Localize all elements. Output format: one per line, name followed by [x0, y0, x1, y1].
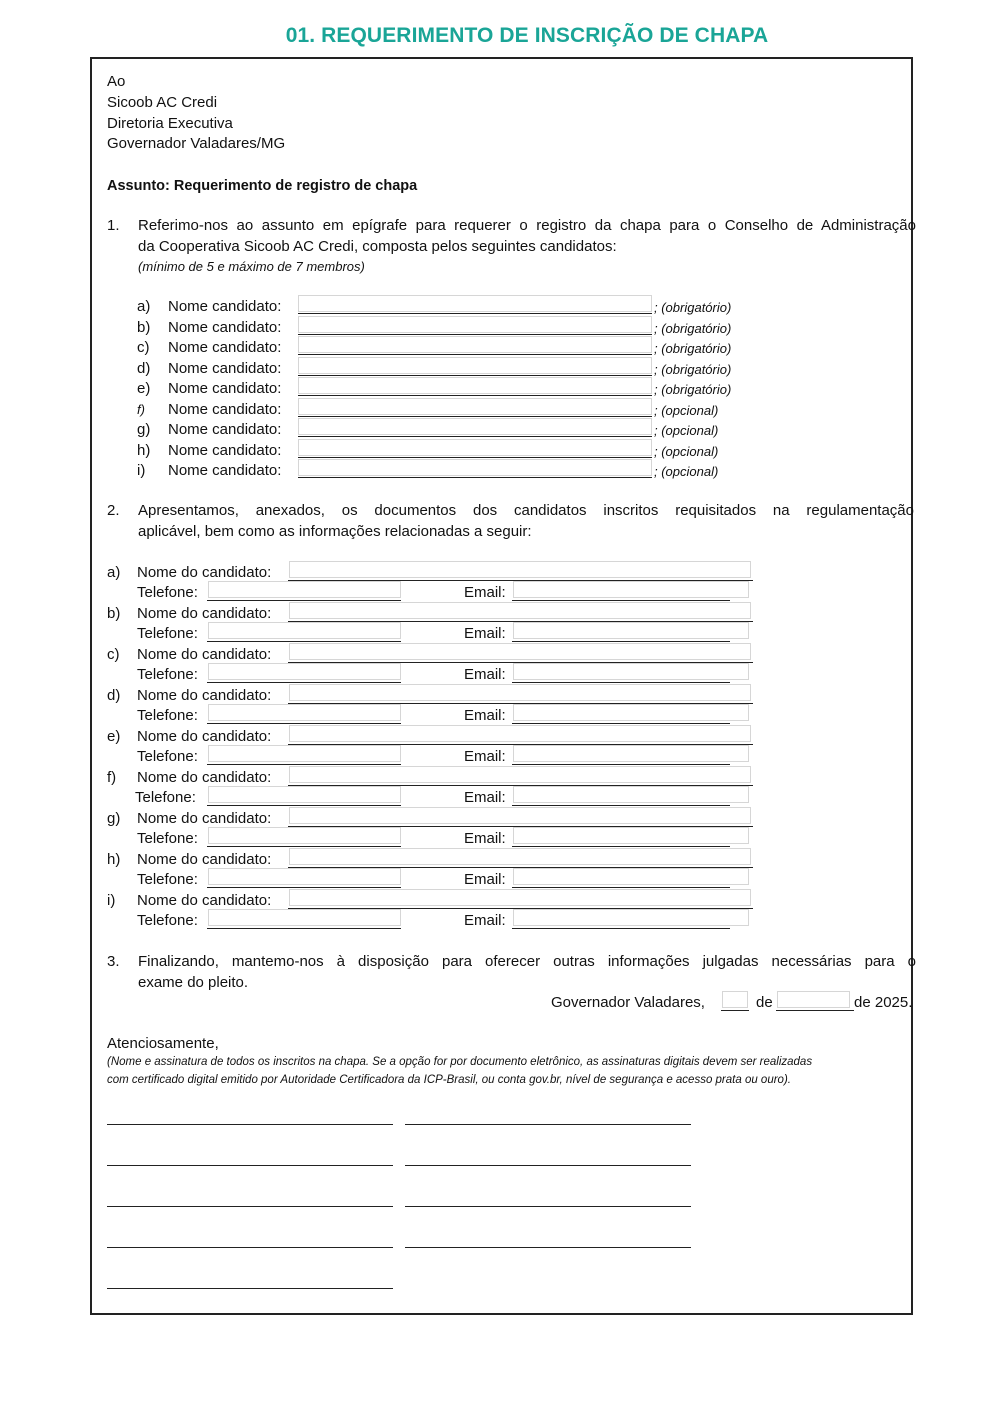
section1-number: 1.	[107, 217, 120, 234]
entry-email-field[interactable]	[513, 745, 749, 762]
entry-name-field[interactable]	[289, 766, 751, 783]
entry-phone-label: Telefone:	[137, 748, 198, 765]
entry-name-label: Nome do candidato:	[137, 810, 272, 827]
entry-phone-label: Telefone:	[137, 871, 198, 888]
entry-email-label: Email:	[464, 707, 506, 724]
signature-line[interactable]	[107, 1206, 393, 1207]
entry-email-underline	[512, 805, 730, 806]
date-year: de 2025.	[854, 994, 913, 1011]
candidate-name-field[interactable]	[298, 418, 652, 435]
candidate-status: ; (obrigatório)	[654, 300, 732, 315]
section2-text-1: Apresentamos, anexados, os documentos dos candidatos inscritos requisitados na regulamentação	[138, 502, 914, 519]
entry-phone-underline	[207, 641, 401, 642]
candidate-label: Nome candidato:	[168, 318, 282, 336]
entry-name-field[interactable]	[289, 602, 751, 619]
entry-email-underline	[512, 723, 730, 724]
entry-phone-field[interactable]	[208, 786, 401, 803]
date-day-underline	[721, 1010, 749, 1011]
entry-name-label: Nome do candidato:	[137, 851, 272, 868]
signature-line[interactable]	[107, 1247, 393, 1248]
salutation: Atenciosamente,	[107, 1035, 219, 1052]
candidate-label: Nome candidato:	[168, 359, 282, 377]
entry-name-field[interactable]	[289, 561, 751, 578]
signature-line[interactable]	[405, 1247, 691, 1248]
entry-phone-label: Telefone:	[137, 666, 198, 683]
candidate-status: ; (opcional)	[654, 443, 719, 459]
candidate-label: Nome candidato:	[168, 441, 282, 459]
entry-name-label: Nome do candidato:	[137, 605, 272, 622]
entry-email-field[interactable]	[513, 868, 749, 885]
candidate-underline	[298, 334, 652, 335]
candidate-status: ; (opcional)	[654, 402, 719, 418]
entry-email-field[interactable]	[513, 622, 749, 639]
candidate-status: ; (obrigatório)	[654, 361, 732, 377]
candidate-name-field[interactable]	[298, 459, 652, 476]
entry-email-label: Email:	[464, 912, 506, 929]
candidate-underline	[298, 313, 652, 314]
candidate-name-field[interactable]	[298, 295, 652, 312]
section3-text-2: exame do pleito.	[138, 974, 249, 991]
entry-email-field[interactable]	[513, 786, 749, 803]
entry-phone-label: Telefone:	[137, 707, 198, 724]
entry-phone-field[interactable]	[208, 745, 401, 762]
entry-name-field[interactable]	[289, 684, 751, 701]
entry-email-field[interactable]	[513, 663, 749, 680]
entry-phone-underline	[207, 682, 401, 683]
candidate-letter: d)	[137, 359, 151, 377]
candidate-label: Nome candidato:	[168, 400, 282, 418]
address-line-4: Governador Valadares/MG	[107, 135, 286, 152]
entry-email-field[interactable]	[513, 581, 749, 598]
candidate-letter: c)	[137, 339, 150, 356]
entry-name-label: Nome do candidato:	[137, 646, 272, 663]
entry-email-label: Email:	[464, 789, 506, 806]
candidate-underline	[298, 354, 652, 355]
entry-letter: b)	[107, 605, 121, 622]
candidate-letter: e)	[137, 380, 151, 397]
entry-phone-field[interactable]	[208, 704, 401, 721]
candidate-label: Nome candidato:	[168, 421, 282, 438]
entry-name-field[interactable]	[289, 725, 751, 742]
entry-letter: a)	[107, 564, 121, 581]
entry-phone-field[interactable]	[208, 663, 401, 680]
address-line-2: Sicoob AC Credi	[107, 94, 218, 111]
entry-phone-underline	[207, 846, 401, 847]
signature-line[interactable]	[405, 1165, 691, 1166]
subject-line: Assunto: Requerimento de registro de chapa	[107, 178, 418, 194]
candidate-name-field[interactable]	[298, 439, 652, 456]
signature-note-1: (Nome e assinatura de todos os inscritos na chapa. Se a opção for por documento eletrônico, as assinaturas digitais devem ser realizadas	[107, 1056, 813, 1068]
entry-letter: d)	[107, 687, 121, 704]
candidate-letter: a)	[137, 298, 151, 315]
candidate-status: ; (obrigatório)	[654, 341, 732, 356]
section2-number: 2.	[107, 502, 120, 519]
candidate-status: ; (opcional)	[654, 464, 719, 479]
entry-email-field[interactable]	[513, 909, 749, 926]
candidate-letter: h)	[137, 441, 151, 459]
entry-phone-underline	[207, 805, 401, 806]
entry-phone-field[interactable]	[208, 581, 401, 598]
page-title: 01. REQUERIMENTO DE INSCRIÇÃO DE CHAPA	[285, 24, 769, 47]
signature-line[interactable]	[405, 1206, 691, 1207]
candidate-label: Nome candidato:	[168, 380, 282, 397]
entry-email-underline	[512, 887, 730, 888]
entry-email-underline	[512, 846, 730, 847]
entry-email-label: Email:	[464, 830, 506, 847]
entry-name-label: Nome do candidato:	[137, 728, 272, 745]
candidate-letter: g)	[137, 421, 151, 438]
candidate-name-field[interactable]	[298, 377, 652, 394]
candidate-name-field[interactable]	[298, 357, 652, 374]
entry-name-field[interactable]	[289, 848, 751, 865]
candidate-letter: i)	[137, 462, 146, 479]
candidate-letter: b)	[137, 318, 151, 336]
candidate-label: Nome candidato:	[168, 298, 282, 315]
entry-name-field[interactable]	[289, 643, 751, 660]
section1-text-2: da Cooperativa Sicoob AC Credi, composta pelos seguintes candidatos:	[138, 238, 617, 255]
section1-note: (mínimo de 5 e máximo de 7 membros)	[138, 259, 365, 274]
entry-letter: h)	[107, 851, 121, 868]
entry-phone-underline	[207, 600, 401, 601]
entry-letter: e)	[107, 728, 121, 745]
entry-phone-field[interactable]	[208, 868, 401, 885]
signature-line[interactable]	[107, 1165, 393, 1166]
entry-name-label: Nome do candidato:	[137, 892, 272, 909]
entry-email-field[interactable]	[513, 827, 749, 844]
signature-line[interactable]	[107, 1288, 393, 1289]
entry-phone-field[interactable]	[208, 622, 401, 639]
address-line-3: Diretoria Executiva	[107, 115, 233, 132]
candidate-letter: f)	[137, 401, 145, 417]
entry-name-field[interactable]	[289, 807, 751, 824]
entry-email-label: Email:	[464, 871, 506, 888]
entry-letter: g)	[107, 810, 121, 827]
entry-email-underline	[512, 600, 730, 601]
entry-name-label: Nome do candidato:	[137, 687, 272, 704]
candidate-underline	[298, 395, 652, 396]
entry-name-label: Nome do candidato:	[137, 564, 272, 581]
date-de: de	[756, 994, 773, 1011]
candidate-name-field[interactable]	[298, 316, 652, 333]
entry-phone-field[interactable]	[208, 909, 401, 926]
candidate-underline	[298, 457, 652, 458]
candidate-label: Nome candidato:	[168, 339, 282, 356]
entry-phone-underline	[207, 928, 401, 929]
candidate-status: ; (obrigatório)	[654, 320, 732, 336]
candidate-status: ; (opcional)	[654, 423, 719, 438]
entry-email-label: Email:	[464, 666, 506, 683]
candidate-underline	[298, 375, 652, 376]
entry-email-underline	[512, 682, 730, 683]
section1-text-1: Referimo-nos ao assunto em epígrafe para requerer o registro da chapa para o Conselho de Administração	[138, 217, 916, 234]
candidate-name-field[interactable]	[298, 398, 652, 415]
entry-phone-label: Telefone:	[135, 789, 196, 806]
entry-phone-label: Telefone:	[137, 625, 198, 642]
address-line-1: Ao	[107, 73, 126, 90]
entry-email-underline	[512, 764, 730, 765]
entry-phone-label: Telefone:	[137, 584, 198, 601]
entry-email-label: Email:	[464, 625, 506, 642]
candidate-name-field[interactable]	[298, 336, 652, 353]
entry-phone-label: Telefone:	[137, 830, 198, 847]
candidate-underline	[298, 477, 652, 478]
entry-email-field[interactable]	[513, 704, 749, 721]
entry-phone-underline	[207, 764, 401, 765]
entry-letter: f)	[107, 769, 117, 786]
entry-name-label: Nome do candidato:	[137, 769, 272, 786]
entry-name-field[interactable]	[289, 889, 751, 906]
section3-number: 3.	[107, 953, 120, 970]
entry-letter: i)	[107, 892, 116, 909]
entry-phone-field[interactable]	[208, 827, 401, 844]
signature-line[interactable]	[405, 1124, 691, 1125]
entry-phone-underline	[207, 887, 401, 888]
entry-letter: c)	[107, 646, 120, 663]
entry-phone-label: Telefone:	[137, 912, 198, 929]
candidate-status: ; (obrigatório)	[654, 382, 732, 397]
entry-email-underline	[512, 928, 730, 929]
candidate-underline	[298, 416, 652, 417]
signature-note-2: com certificado digital emitido por Autoridade Certificadora da ICP-Brasil, ou conta gov.br, nível de segurança e acesso prata ou ouro).	[107, 1074, 791, 1086]
section2-text-2: aplicável, bem como as informações relacionadas a seguir:	[138, 523, 532, 540]
entry-phone-underline	[207, 723, 401, 724]
date-day-field[interactable]	[722, 991, 748, 1008]
candidate-underline	[298, 436, 652, 437]
date-month-field[interactable]	[777, 991, 850, 1008]
date-month-underline	[776, 1010, 854, 1011]
entry-email-label: Email:	[464, 584, 506, 601]
date-city: Governador Valadares,	[551, 994, 705, 1011]
entry-email-underline	[512, 641, 730, 642]
signature-line[interactable]	[107, 1124, 393, 1125]
section3-text-1: Finalizando, mantemo-nos à disposição para oferecer outras informações julgadas necessárias para o	[138, 953, 916, 970]
candidate-label: Nome candidato:	[168, 462, 282, 479]
entry-email-label: Email:	[464, 748, 506, 765]
